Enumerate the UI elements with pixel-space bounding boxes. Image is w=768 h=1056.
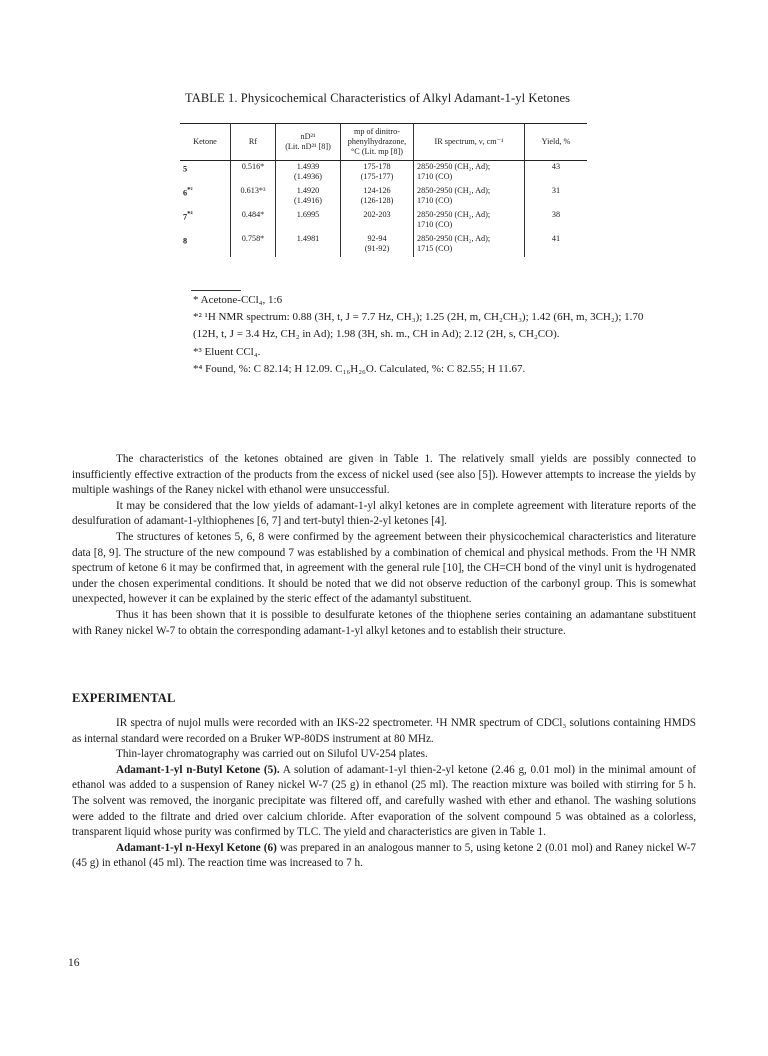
header-mp-line3: °C (Lit. mp [8]) — [351, 147, 403, 156]
compound-heading: Adamant-1-yl n-Butyl Ketone (5). — [116, 763, 280, 776]
ir-line2: 1710 (CO) — [417, 172, 453, 181]
ketone-number: 6 — [183, 188, 188, 198]
cell-ketone — [180, 161, 231, 186]
ketone-number: 7 — [183, 212, 188, 222]
nd-value: 1.4981 — [296, 234, 320, 243]
cell-ketone — [180, 185, 231, 209]
ketone-footnote-mark: *⁴ — [187, 211, 193, 218]
paragraph-body: was prepared in an analogous manner to 5, using ketone 2 (0.01 mol) and Raney nickel W-7 (45 g) in ethanol (45 ml). The reaction time was increased to 7 h. — [72, 841, 696, 870]
cell-yield: 41 — [551, 234, 561, 243]
mp-lit-value: (91-92) — [364, 244, 390, 253]
paragraph: IR spectra of nujol mulls were recorded with an IKS-22 spectrometer. ¹H NMR spectrum of CDCl₃ solutions containing HMDS as internal standard were recorded on a Bruker WP-80DS instrument at 80 MHz. — [72, 717, 696, 745]
footnote-divider — [191, 290, 241, 291]
cell-ketone — [180, 209, 231, 233]
header-ketone: Ketone — [180, 124, 231, 161]
cell-mp — [341, 185, 414, 209]
header-rf: Rf — [231, 124, 276, 161]
paragraph — [72, 763, 696, 841]
ir-line1: 2850-2950 (CH₂, Ad); — [417, 162, 491, 171]
cell-ir — [414, 185, 525, 209]
mp-value: 202-203 — [363, 210, 391, 219]
nd-value: 1.4939 — [296, 162, 320, 171]
ketone-footnote-mark: *² — [187, 187, 193, 194]
footnote: *³ Eluent CCl₄. — [193, 345, 261, 358]
cell-ir — [414, 161, 525, 186]
table-row — [180, 161, 587, 186]
mp-value: 92-94 — [367, 234, 387, 243]
table-row — [180, 185, 587, 209]
footnote: * Acetone-CCl₄, 1:6 — [193, 294, 283, 306]
cell-yield: 43 — [551, 162, 561, 171]
ir-line2: 1710 (CO) — [417, 196, 453, 205]
cell-rf: 0.484* — [231, 209, 276, 233]
cell-ir — [414, 233, 525, 257]
cell-rf: 0.516* — [231, 161, 276, 186]
section-heading: EXPERIMENTAL — [72, 691, 176, 705]
header-nd — [276, 124, 341, 161]
header-nd-line2: (Lit. nD²¹ [8]) — [285, 142, 331, 151]
header-mp-line1: mp of dinitro- — [354, 127, 400, 136]
table-container — [180, 123, 587, 257]
cell-nd — [276, 185, 341, 209]
nd-value: 1.4920 — [296, 186, 320, 195]
header-ir: IR spectrum, ν, cm⁻¹ — [414, 124, 525, 161]
footnote: *⁴ Found, %: C 82.14; H 12.09. C₁₆H₂₆O. Calculated, %: C 82.55; H 11.67. — [193, 362, 526, 375]
ir-line1: 2850-2950 (CH₂, Ad); — [417, 210, 491, 219]
nd-lit-value: (1.4916) — [294, 196, 322, 205]
table-row — [180, 233, 587, 257]
mp-lit-value: (175-177) — [360, 172, 394, 181]
nd-value: 1.6995 — [296, 210, 320, 219]
paragraph: The structures of ketones 5, 6, 8 were confirmed by the agreement between their physicochemical characteristics and literature data [8, 9]. The structure of the new compound 7 was established by a combination of chemical and physical methods. From the ¹H NMR spectrum of ketone 6 it may be confirmed that, in agreement with the general rule [10], the CH=CH bond of the vinyl unit is hydrogenated under the chosen experimental conditions. It should be noted that we did not observe reduction of the carbonyl group. This is somewhat unexpected, however it can be explained by the steric effect of the adamantyl substituent. — [72, 530, 696, 606]
experimental-text — [72, 716, 696, 872]
ir-line2: 1715 (CO) — [417, 244, 453, 253]
cell-yield: 38 — [551, 210, 561, 219]
paragraph: Thus it has been shown that it is possible to desulfurate ketones of the thiophene series containing an adamantane substituent with Raney nickel W-7 to obtain the corresponding adamant-1-yl alkyl ketones and to establish their structure. — [72, 608, 696, 637]
paragraph — [72, 841, 696, 872]
ir-line1: 2850-2950 (CH₂, Ad); — [417, 186, 491, 195]
body-text — [72, 452, 696, 639]
header-yield: Yield, % — [525, 124, 588, 161]
cell-nd — [276, 161, 341, 186]
ir-line1: 2850-2950 (CH₂, Ad); — [417, 234, 491, 243]
cell-mp — [341, 233, 414, 257]
table-header-row — [180, 124, 587, 161]
header-nd-line1: nD²¹ — [300, 132, 316, 141]
cell-rf: 0.758* — [231, 233, 276, 257]
table-footnotes — [193, 292, 663, 378]
cell-ir — [414, 209, 525, 233]
cell-rf: 0.613*³ — [231, 185, 276, 209]
cell-yield: 31 — [551, 186, 561, 195]
header-mp — [341, 124, 414, 161]
compound-heading: Adamant-1-yl n-Hexyl Ketone (6) — [116, 841, 277, 854]
data-table — [180, 123, 587, 257]
table-title: TABLE 1. Physicochemical Characteristics of Alkyl Adamant-1-yl Ketones — [185, 91, 571, 105]
nd-lit-value: (1.4936) — [294, 172, 322, 181]
header-mp-line2: phenylhydrazone, — [347, 137, 407, 146]
paragraph: Thin-layer chromatography was carried out on Silufol UV-254 plates. — [116, 748, 428, 761]
cell-ketone — [180, 233, 231, 257]
mp-lit-value: (126-128) — [360, 196, 394, 205]
cell-nd — [276, 209, 341, 233]
ketone-number: 5 — [183, 164, 188, 174]
paragraph: It may be considered that the low yields of adamant-1-yl alkyl ketones are in complete agreement with literature reports of the desulfuration of adamant-1-ylthiophenes [6, 7] and tert-butyl thien-2-yl ketones [4]. — [72, 499, 696, 528]
cell-mp — [341, 161, 414, 186]
mp-value: 175-178 — [363, 162, 391, 171]
page-number: 16 — [68, 957, 80, 969]
cell-mp — [341, 209, 414, 233]
ir-line2: 1710 (CO) — [417, 220, 453, 229]
footnote: *² ¹H NMR spectrum: 0.88 (3H, t, J = 7.7 Hz, CH₃); 1.25 (2H, m, CH₂CH₃); 1.42 (6H, m, 3CH₂); 1.70 (12H, t, J = 3.4 Hz, CH₂ in Ad); 1.98 (3H, sh. m., CH in Ad); 2.12 (2H, s, CH₂CO). — [193, 311, 644, 341]
table-row — [180, 209, 587, 233]
paragraph-body: A solution of adamant-1-yl thien-2-yl ketone (2.46 g, 0.01 mol) in the minimal amount of ethanol was added to a suspension of Raney nickel W-7 (25 g) in ethanol (25 ml). The reaction mixture was boiled with stirring for 5 h. The solvent was removed, the inorganic precipitate was filtered off, and carefully washed with ether and ethanol. The washing solutions were added to the filtrate and dried over calcium chloride. After evaporation of the solvent compound 5 was obtained as a colorless, transparent liquid whose purity was confirmed by TLC. The yield and characteristics are given in Table 1. — [72, 763, 697, 839]
ketone-number: 8 — [183, 236, 188, 246]
cell-nd — [276, 233, 341, 257]
paragraph: The characteristics of the ketones obtained are given in Table 1. The relatively small yields are possibly connected to insufficiently effective extraction of the products from the excess of nickel used (see also [5]). However attempts to increase the yields by multiple washings of the Raney nickel with ethanol were unsuccessful. — [72, 453, 696, 497]
mp-value: 124-126 — [363, 186, 391, 195]
